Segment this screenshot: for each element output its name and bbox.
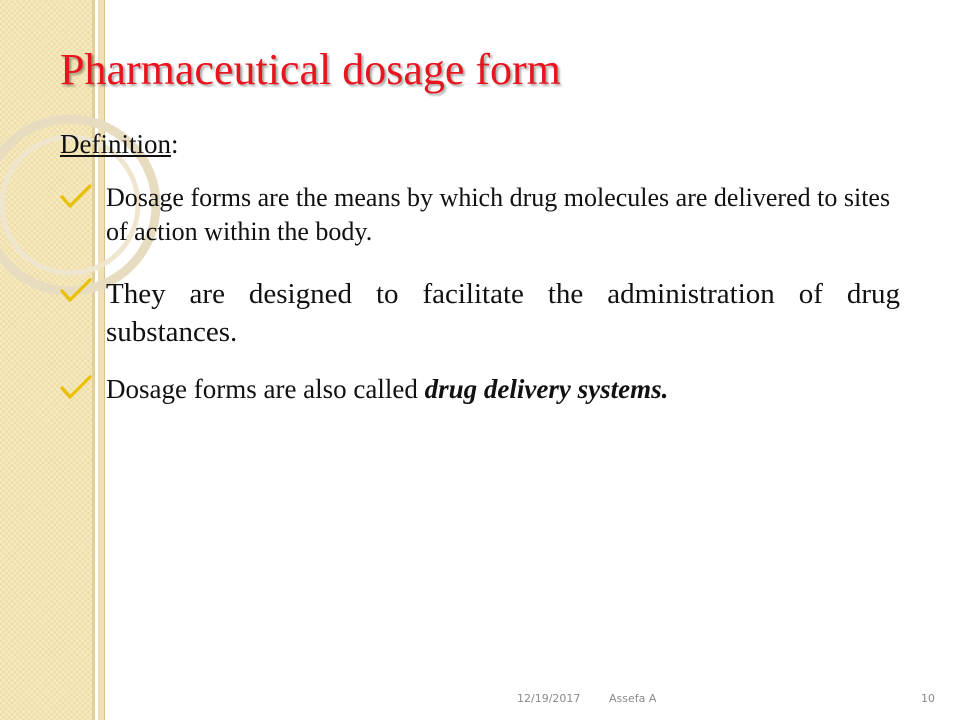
bullet-text-plain: Dosage forms are also called [106, 374, 425, 404]
footer-date: 12/19/2017 [517, 692, 581, 705]
footer-page-number: 10 [921, 692, 935, 705]
bullet-text: Dosage forms are the means by which drug molecules are delivered to sites of action within the body. [106, 183, 891, 246]
checkmark-icon [60, 184, 92, 208]
definition-colon: : [170, 129, 179, 159]
bullet-text [106, 372, 900, 406]
bullet-item [60, 181, 900, 249]
slide-title: Pharmaceutical dosage form [60, 45, 561, 94]
definition-heading [60, 129, 179, 160]
bullet-item [60, 275, 900, 351]
checkmark-icon [60, 278, 92, 302]
bullet-text: They are designed to facilitate the administration of drug substances. [106, 278, 900, 348]
footer-author: Assefa A [609, 692, 657, 705]
bullet-item [60, 372, 900, 406]
bullet-text-emphasis: drug delivery systems. [424, 374, 669, 404]
checkmark-icon [60, 375, 92, 399]
definition-label: Definition [60, 129, 171, 159]
